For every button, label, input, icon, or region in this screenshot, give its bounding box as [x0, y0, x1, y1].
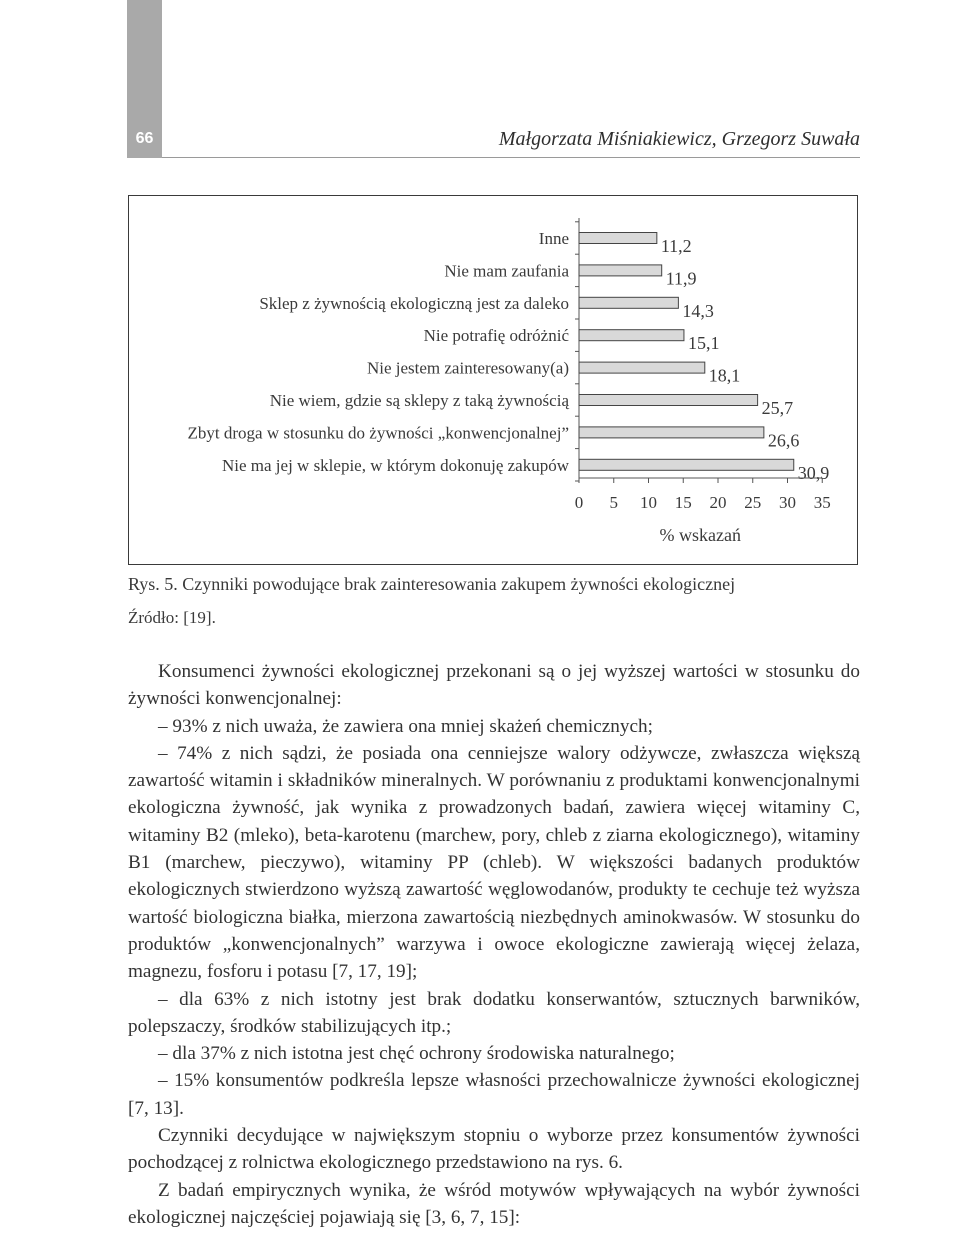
value-label: 11,2	[660, 236, 692, 256]
x-tick-label: 20	[709, 493, 727, 512]
list-item-37: – dla 37% z nich istotna jest chęć ochrony środowiska naturalnego;	[158, 1043, 675, 1065]
paragraph-intro: Konsumenci żywności ekologicznej przekonani są o jej wyższej wartości w stosunku do żywności konwencjonalnej:	[128, 661, 860, 710]
value-label: 25,7	[761, 398, 794, 418]
x-tick-label: 0	[574, 493, 584, 512]
x-tick-label: 30	[779, 493, 796, 512]
category-label: Zbyt droga w stosunku do żywności „konwencjonalnej”	[187, 423, 569, 443]
body-text	[128, 658, 860, 1231]
category-label: Sklep z żywnością ekologiczną jest za daleko	[259, 293, 569, 313]
paragraph-motives: Z badań empirycznych wynika, że wśród motywów wpływających na wybór żywności ekologicznej najczęściej pojawiają się [3, 6, 7, 15]:	[128, 1179, 860, 1228]
value-label: 15,1	[687, 333, 720, 354]
figure-box	[128, 195, 858, 565]
bar	[579, 297, 678, 308]
value-label: 14,3	[682, 300, 714, 321]
x-axis-label: % wskazań	[659, 525, 741, 545]
running-head-authors: Małgorzata Miśniakiewicz, Grzegorz Suwała	[498, 128, 860, 150]
value-label: 18,1	[708, 365, 741, 386]
bar-chart	[129, 196, 857, 564]
list-item-93: – 93% z nich uważa, że zawiera ona mniej skażeń chemicznych;	[158, 715, 653, 737]
bar	[579, 395, 758, 406]
bar	[579, 233, 657, 244]
bar	[579, 427, 764, 438]
list-item-15: – 15% konsumentów podkreśla lepsze własności przechowalnicze żywności ekologicznej [7, 13].	[128, 1070, 860, 1119]
bar	[579, 265, 662, 276]
list-item-63: – dla 63% z nich istotny jest brak dodatku konserwantów, sztucznych barwników, polepszaczy, środków stabilizujących itp.;	[128, 988, 860, 1037]
bar	[579, 459, 794, 470]
x-tick-label: 10	[640, 493, 657, 512]
value-label: 11,9	[665, 268, 697, 289]
x-tick-label: 35	[813, 493, 831, 512]
category-label: Nie potrafię odróżnić	[423, 326, 569, 346]
paragraph-factors: Czynniki decydujące w największym stopniu o wyborze przez konsumentów żywności pochodzącej z rolnictwa ekologicznego przedstawiono na rys. 6.	[128, 1125, 860, 1174]
figure-caption: Rys. 5. Czynniki powodujące brak zainteresowania zakupem żywności ekologicznej	[128, 574, 736, 594]
x-tick-label: 15	[674, 493, 692, 512]
category-label: Nie jestem zainteresowany(a)	[366, 358, 569, 378]
list-item-74: – 74% z nich sądzi, że posiada ona cenniejsze walory odżywcze, zwłaszcza większą zawartość witamin i składników mineralnych. W porównaniu z produktami konwencjonalnymi ekologiczna żywność, jak wynika z prowadzonych badań, zawiera więcej witaminy C, witaminy B2 (mleko), beta-karotenu (marchew, pory, chleb z ziarna ekologicznego), witaminy B1 (marchew, pieczywo), witaminy PP (chleb). W większości badanych produktów ekologicznych stwierdzono wyższą zawartość węglowodanów, produkty te cechuje też wyższa wartość biologiczna białka, mierzona zawartością niezbędnych aminokwasów. W stosunku do produktów „konwencjonalnych” warzywa i owoce ekologiczne zawierają więcej żelaza, magnezu, fosforu i potasu [7, 17, 19];	[128, 742, 860, 983]
category-label: Inne	[538, 229, 569, 248]
category-label: Nie ma jej w sklepie, w którym dokonuję zakupów	[221, 455, 569, 475]
header-rule	[162, 157, 860, 158]
bar	[579, 330, 684, 341]
page-number: 66	[135, 130, 154, 147]
figure-source: Źródło: [19].	[128, 608, 216, 627]
category-label: Nie wiem, gdzie są sklepy z taką żywnością	[269, 391, 569, 410]
value-label: 26,6	[767, 430, 800, 451]
bar	[579, 362, 705, 373]
x-tick-label: 25	[744, 493, 762, 512]
x-tick-label: 5	[609, 493, 618, 512]
category-label: Nie mam zaufania	[444, 261, 569, 281]
value-label: 30,9	[797, 462, 830, 483]
page-number-tab	[127, 0, 162, 158]
